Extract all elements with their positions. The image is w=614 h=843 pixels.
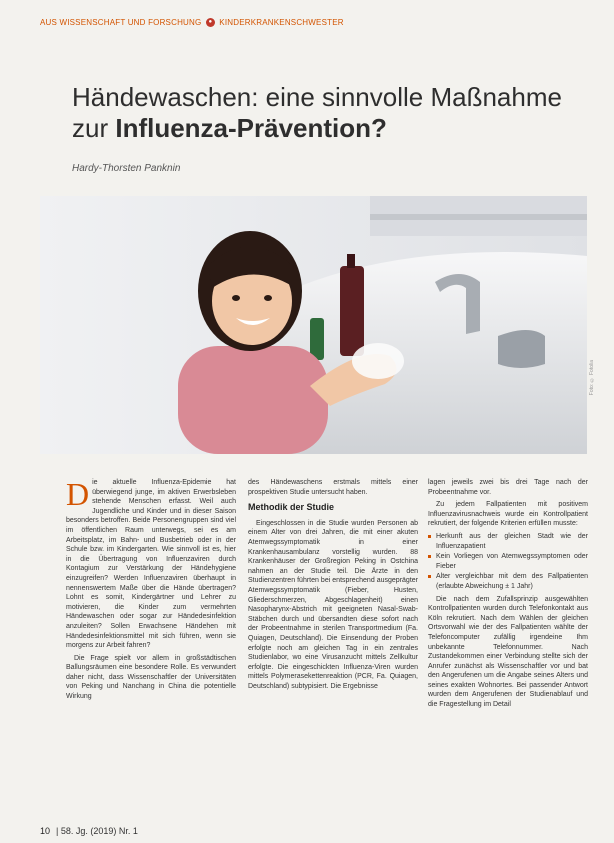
criteria-list xyxy=(428,532,588,592)
text-column-3 xyxy=(428,478,588,713)
list-item: Herkunft aus der gleichen Stadt wie der Influenzapatient xyxy=(428,532,588,551)
section-label: AUS WISSENSCHAFT UND FORSCHUNG xyxy=(40,18,202,27)
section-heading: Methodik der Studie xyxy=(248,502,335,513)
paragraph-text: ie aktuelle Influenza-Epidemie hat überwiegend junge, im aktiven Erwerbsleben stehende Menschen erfasst. Weil auch Jugendliche und Kinder und in dieser Saison besonders betroffen. Beide Personengruppen sind viel im öffentlichen Raum unterwegs, sei es am Arbeitsplatz, im Bahn- und Busbetrieb oder in der Schule bzw. im Kindergarten. Wie sinnvoll ist es, hier in die Übertragung von Influenzaviren durch Kontagium zur Verstärkung der Händehygiene einzugreifen? Werden Influenzaviren überhaupt in nennenswertem Maße über die Hände übertragen? Lohnt es somit, Kindergärtner und Lehrer zu motivieren, die Kinder zum vermehrten Händewaschen oder sogar zur Händedesinfektion anzuleiten? Sollen Erwachsene Händehen mit Händedesinfektionsmittel mit sich führen, wenn sie morgens zur Arbeit fahren? xyxy=(66,479,236,650)
title-line-2-plain: zur xyxy=(72,113,116,143)
page-number: 10 xyxy=(40,826,51,836)
page-footer xyxy=(40,826,138,836)
logo-icon: ● xyxy=(206,18,215,27)
issue-info: | 58. Jg. (2019) Nr. 1 xyxy=(56,826,138,836)
paragraph: des Händewaschens erstmals mittels einer prospektiven Studie untersucht haben. xyxy=(248,479,418,496)
article-author: Hardy-Thorsten Panknin xyxy=(72,163,181,174)
paragraph: Zu jedem Fallpatienten mit positivem Influenzavirusnachweis wurde ein Kontrollpatient rekrutiert, der folgende Kriterien erfüllen musste: xyxy=(428,501,588,528)
section-header xyxy=(40,18,344,27)
list-item: Kein Vorliegen von Atemwegssymptomen oder Fieber xyxy=(428,552,588,571)
paragraph: Eingeschlossen in die Studie wurden Personen ab einem Alter von drei Jahren, die mit einer akuten Atemwegssymptomatik in einer Krankenhausambulanz vorstellig wurden. 88 Krankenhäuser der Großregion Peking in Ostchina nahmen an der Studie teil. Die Ärzte in den Studienzentren führten bei entsprechend ausgeprägter Atemwegssymptomatik (Fieber, Husten, Gliederschmerzen, Abgeschlagenheit) einen Nasopharynx-Abstrich mit geeigneten Nasal-Swab-Stäbchen durch und übersandten diese sofort nach der Probeentnahme in sterilen Transportmedium (Fa. Quiagen, Deutschland). Die Einsendung der Proben erfolgte noch am gleichen Tag in ein zentrales Studienlabor, wo eine Virusanzucht mittels Zellkultur erfolgte. Die eingeschickten Influenza-Viren wurden mittels Polymerasekettenreaktion (PCR, Fa. Quiagen, Deutschland) subtypisiert. Die Ergebnisse xyxy=(248,519,418,690)
title-line-2-bold: Influenza-Prävention? xyxy=(115,113,387,143)
text-column-1 xyxy=(66,478,236,705)
article-photo xyxy=(40,196,587,454)
photo-illustration xyxy=(40,196,587,454)
title-line-1: Händewaschen: eine sinnvolle Maßnahme xyxy=(72,82,562,112)
paragraph: Die nach dem Zufallsprinzip ausgewählten Kontrollpatienten wurden durch Telefonkontakt aus Köln rekrutiert. Nach dem Wählen der gleichen Ortsvorwahl wie der des Fallpatienten wählte der Telefoncomputer zufällig irgendeine Ihm unbekannte Telefonnummer. Nach Zustandekommen einer Verbindung stellte sich der Anrufer zunächst als Wissenschaftler vor und bat den Angerufenen um die Angabe seines Alters und seines exakten Wohnortes. Bei passender Antwort wurden dem Angerufenen der Studienablauf und die Fragestellung im Detail xyxy=(428,595,588,709)
paragraph: lagen jeweils zwei bis drei Tage nach der Probeentnahme vor. xyxy=(428,479,588,496)
dropcap: D xyxy=(66,476,90,512)
photo-credit: Foto: © Fotolia xyxy=(589,360,595,396)
paragraph xyxy=(66,478,236,651)
text-column-2 xyxy=(248,478,418,694)
paragraph: Die Frage spielt vor allem in großstädtischen Ballungsräumen eine besondere Rolle. Es verwundert daher nicht, dass Wissenschaftler der Universitäten von Peking und Nanchang in China die potentielle Wirkung xyxy=(66,654,236,701)
article-title xyxy=(72,82,562,144)
journal-label: KINDERKRANKENSCHWESTER xyxy=(219,18,344,27)
list-item: Alter vergleichbar mit dem des Fallpatienten (erlaubte Abweichung ± 1 Jahr) xyxy=(428,572,588,591)
